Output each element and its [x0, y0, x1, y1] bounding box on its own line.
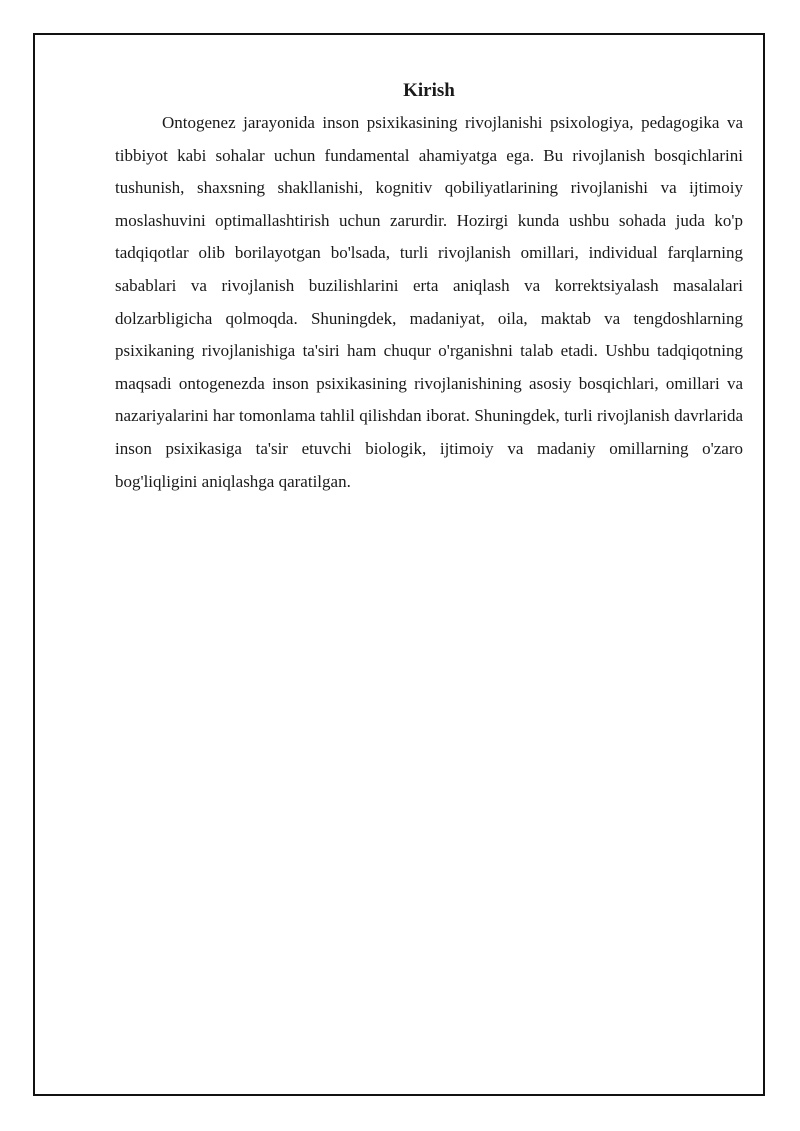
page-border — [33, 33, 765, 1096]
document-content — [115, 79, 743, 498]
intro-paragraph: Ontogenez jarayonida inson psixikasining rivojlanishi psixologiya, pedagogika va tibbiyot kabi sohalar uchun fundamental ahamiyatga ega. Bu rivojlanish bosqichlarini tushunish, shaxsning shakllanishi, kognitiv qobiliyatlarining rivojlanishi va ijtimoiy moslashuvini optimallashtirish uchun zarurdir. Hozirgi kunda ushbu sohada juda ko'p tadqiqotlar olib borilayotgan bo'lsada, turli rivojlanish omillari, individual farqlarning sabablari va rivojlanish buzilishlarini erta aniqlash va korrektsiyalash masalalari dolzarbligicha qolmoqda. Shuningdek, madaniyat, oila, maktab va tengdoshlarning psixikaning rivojlanishiga ta'siri ham chuqur o'rganishni talab etadi. Ushbu tadqiqotning maqsadi ontogenezda inson psixikasining rivojlanishining asosiy bosqichlari, omillari va nazariyalarini har tomonlama tahlil qilishdan iborat. Shuningdek, turli rivojlanish davrlarida inson psixikasiga ta'sir etuvchi biologik, ijtimoiy va madaniy omillarning o'zaro bog'liqligini aniqlashga qaratilgan. — [115, 113, 743, 491]
document-title: Kirish — [403, 80, 455, 101]
